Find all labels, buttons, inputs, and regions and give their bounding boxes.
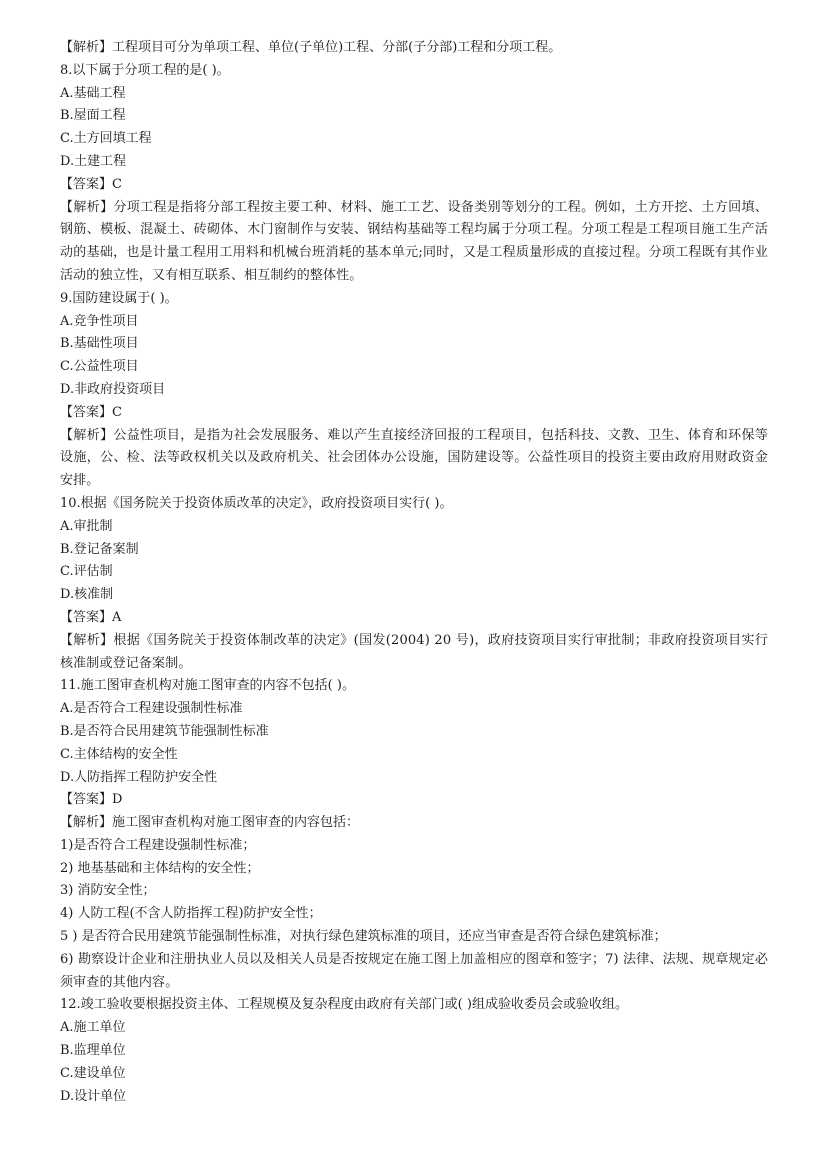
option-b: B.是否符合民用建筑节能强制性标准 (60, 723, 269, 739)
analysis: 【解析】施工图审查机构对施工图审查的内容包括： (60, 815, 360, 831)
option-a: A.竞争性项目 (60, 313, 139, 329)
option-c: C.公益性项目 (60, 359, 139, 375)
option-d: D.核准制 (60, 587, 114, 603)
option-a: A.是否符合工程建设强制性标准 (60, 701, 243, 717)
option-c: C.主体结构的安全性 (60, 746, 178, 762)
option-d: D.设计单位 (60, 1088, 127, 1104)
option-a: A.基础工程 (60, 85, 126, 101)
analysis-item-6-7: 6) 勘察设计企业和注册执业人员以及相关人员是否按规定在施工图上加盖相应的图章和签字；7) 法律、法规、规章规定必须审查的其他内容。 (60, 951, 768, 990)
option-c: C.评估制 (60, 564, 113, 580)
option-a: A.施工单位 (60, 1020, 126, 1036)
option-b: B.登记备案制 (60, 541, 139, 557)
analysis: 【解析】公益性项目，是指为社会发展服务、难以产生直接经济回报的工程项目，包括科技、文教、卫生、体育和环保等设施，公、检、法等政权机关以及政府机关、社会团体办公设施，国防建设等。公益性项目的投资主要由政府用财政资金安排。 (60, 427, 768, 489)
answer: 【答案】C (60, 176, 122, 192)
question-11 (60, 675, 768, 994)
question-stem: 11.施工图审查机构对施工图审查的内容不包括( )。 (60, 678, 355, 694)
analysis: 【解析】根据《国务院关于投资体制改革的决定》(国发(2004) 20 号)，政府技资项目实行审批制；非政府投资项目实行核准制或登记备案制。 (60, 632, 768, 671)
analysis-item-5: 5 ) 是否符合民用建筑节能强制性标准，对执行绿色建筑标准的项目，还应当审查是否符合绿色建筑标准； (60, 929, 667, 945)
analysis-item-2: 2) 地基基础和主体结构的安全性； (60, 860, 260, 876)
option-b: B.屋面工程 (60, 108, 126, 124)
option-d: D.非政府投资项目 (60, 381, 166, 397)
option-c: C.土方回填工程 (60, 131, 152, 147)
analysis-item-3: 3) 消防安全性； (60, 883, 156, 899)
question-12 (60, 994, 768, 1108)
analysis-item-1: 1)是否符合工程建设强制性标准； (60, 837, 256, 853)
option-b: B.基础性项目 (60, 336, 139, 352)
document-page (60, 37, 768, 1108)
question-stem: 12.竣工验收要根据投资主体、工程规模及复杂程度由政府有关部门或( )组成验收委员会或验收组。 (60, 997, 628, 1013)
question-9 (60, 288, 768, 493)
analysis-item-4: 4) 人防工程(不含人防指挥工程)防护安全性； (60, 906, 322, 922)
option-c: C.建设单位 (60, 1065, 126, 1081)
answer: 【答案】A (60, 609, 122, 625)
option-b: B.监理单位 (60, 1043, 126, 1059)
answer: 【答案】C (60, 404, 122, 420)
question-stem: 10.根据《国务院关于投资体质改革的决定》，政府投资项目实行( )。 (60, 495, 453, 511)
question-8 (60, 60, 768, 288)
option-d: D.土建工程 (60, 153, 127, 169)
answer: 【答案】D (60, 792, 123, 808)
question-stem: 8.以下属于分项工程的是( )。 (60, 62, 230, 78)
question-10 (60, 493, 768, 675)
option-d: D.人防指挥工程防护安全性 (60, 769, 218, 785)
analysis: 【解析】分项工程是指将分部工程按主要工种、材料、施工工艺、设备类别等划分的工程。例如，土方开挖、土方回填、钢筋、模板、混凝土、砖砌体、木门窗制作与安装、钢结构基础等工程均属于分项工程。分项工程是工程项目施工生产活动的基础，也是计量工程用工用料和机械台班消耗的基本单元;同时，又是工程质量形成的直接过程。分项工程既有其作业活动的独立性，又有相互联系、相互制约的整体性。 (60, 199, 768, 283)
intro-analysis: 【解析】工程项目可分为单项工程、单位(子单位)工程、分部(子分部)工程和分项工程。 (60, 40, 562, 55)
question-stem: 9.国防建设属于( )。 (60, 290, 178, 306)
option-a: A.审批制 (60, 518, 113, 534)
